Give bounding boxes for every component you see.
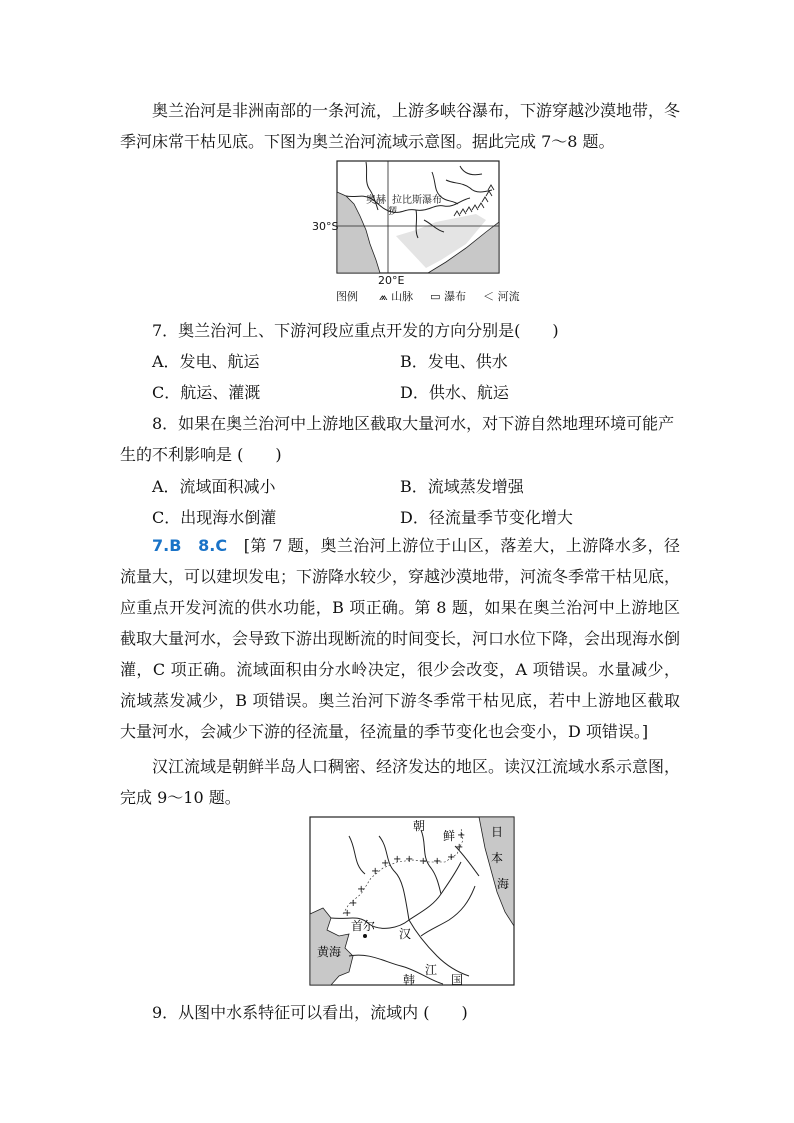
- map2-label-chao: 朝: [413, 819, 426, 833]
- svg-text:+: +: [349, 898, 358, 909]
- q8-option-d[interactable]: D．径流量季节变化增大: [400, 508, 573, 527]
- map1-lat-label: 30°S: [312, 220, 339, 233]
- intro1-line1: 奥兰治河是非洲南部的一条河流，上游多峡谷瀑布，下游穿越沙漠地带，冬: [152, 101, 681, 120]
- svg-text:+: +: [433, 856, 442, 867]
- intro1-line2: 季河床常干枯见底。下图为奥兰治河流域示意图。据此完成 7～8 题。: [120, 132, 615, 151]
- q7-option-d[interactable]: D．供水、航运: [400, 383, 509, 402]
- map2-label-xian: 鲜: [443, 829, 456, 843]
- map2-label-yellow-sea: 黄海: [317, 945, 342, 959]
- q7-stem: 7．奥兰治河上、下游河段应重点开发的方向分别是( ): [152, 321, 559, 340]
- q8-option-a[interactable]: A．流域面积减小: [152, 477, 276, 496]
- svg-text:+: +: [357, 884, 366, 895]
- q9-stem: 9．从图中水系特征可以看出，流域内 ( ): [152, 1003, 468, 1022]
- mountain-icon: ⩕: [379, 290, 388, 303]
- map1-label-ohe: 奥赫: [366, 195, 386, 206]
- answer-explanation: [120, 530, 680, 747]
- q8-stem-line1: 8．如果在奥兰治河中上游地区截取大量河水，对下游自然地理环境可能产: [152, 414, 675, 433]
- legend-title: 图例: [336, 290, 358, 303]
- svg-text:+: +: [457, 830, 466, 841]
- legend-waterfall: 瀑布: [444, 290, 467, 303]
- svg-text:+: +: [447, 852, 456, 863]
- intro2-line1: 汉江流域是朝鲜半岛人口稠密、经济发达的地区。读汉江流域水系示意图，: [152, 757, 681, 776]
- svg-text:+: +: [371, 866, 380, 877]
- map2-label-ri: 日: [491, 825, 504, 839]
- orange-river-map: [336, 160, 500, 274]
- map1-label-waterfall: 拉比斯瀑布: [392, 195, 442, 206]
- han-river-map: [309, 816, 515, 986]
- q8-stem-line2: 生的不利影响是 ( ): [120, 445, 282, 464]
- intro2-line2: 完成 9～10 题。: [120, 788, 241, 807]
- svg-text:+: +: [393, 854, 402, 865]
- q7-option-c[interactable]: C．航运、灌溉: [152, 383, 261, 402]
- legend-river: 河流: [497, 290, 520, 303]
- q8-option-c[interactable]: C．出现海水倒灌: [152, 508, 277, 527]
- answer-key: 7.B 8.C: [152, 536, 228, 555]
- waterfall-icon: ▭: [430, 290, 441, 303]
- svg-text:+: +: [455, 842, 464, 853]
- map2-label-han: 汉: [399, 927, 412, 941]
- map2-label-ben: 本: [491, 851, 504, 865]
- map1-label-ring: 猡: [388, 207, 398, 217]
- map2-label-seoul: 首尔: [351, 919, 376, 933]
- river-icon: ＜: [483, 290, 495, 303]
- legend-mountain: 山脉: [391, 290, 414, 303]
- q7-option-b[interactable]: B．发电、供水: [400, 352, 508, 371]
- map2-label-jiang: 江: [425, 963, 438, 977]
- svg-text:+: +: [419, 856, 428, 867]
- answer-text: [第 7 题，奥兰治河上游位于山区，落差大，上游降水多，径流量大，可以建坝发电；下游降水较少，穿越沙漠地带，河流冬季常干枯见底，应重点开发河流的供水功能，B 项正确。第 8 题，如果在奥兰治河中上游地区截取大量河水，会导致下游出现断流的时间变长，河口水位下降，会出现海水倒灌，C 项正确。流域面积由分水岭决定，很少会改变，A 项错误。水量减少，流域蒸发减少，B 项错误。奥兰治河下游冬季常干枯见底，若中上游地区截取大量河水，会减少下游的径流量，径流量的季节变化也会变小，D 项错误。]: [120, 536, 681, 741]
- q7-option-a[interactable]: A．发电、航运: [152, 352, 260, 371]
- svg-text:+: +: [381, 858, 390, 869]
- map2-label-hanguo-han: 韩: [403, 973, 416, 986]
- map2-label-hai: 海: [497, 877, 510, 891]
- map1-legend: [336, 288, 520, 304]
- map1-lon-label: 20°E: [378, 274, 405, 287]
- q8-option-b[interactable]: B．流域蒸发增强: [400, 477, 524, 496]
- map2-label-hanguo-guo: 国: [451, 973, 464, 986]
- svg-text:+: +: [343, 908, 352, 919]
- svg-text:+: +: [405, 854, 414, 865]
